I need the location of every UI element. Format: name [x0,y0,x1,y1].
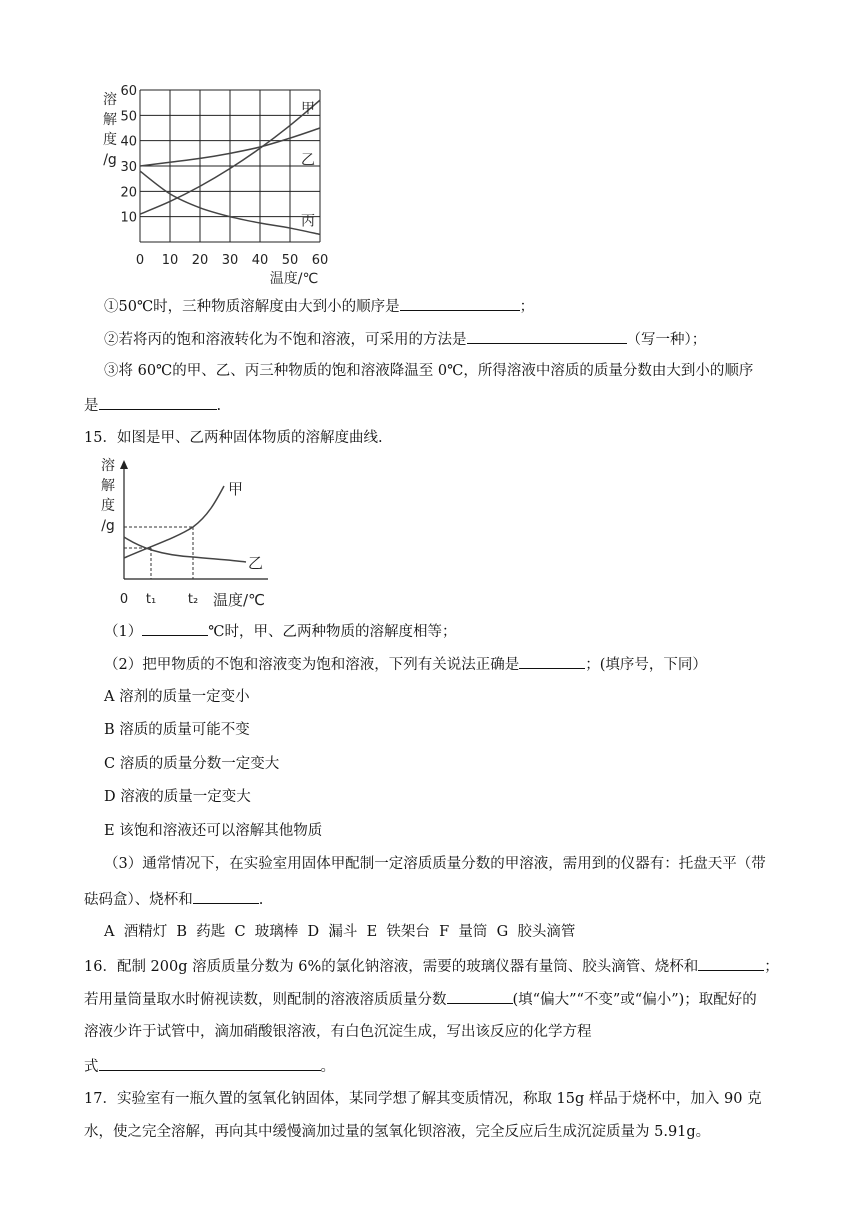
q15-option-a: A 溶剂的质量一定变小 [104,689,250,705]
solubility-chart-1 [96,84,346,289]
solubility-chart-2 [96,456,286,614]
y-tick-label: 50 [120,109,137,125]
y-tick-label: 30 [120,160,137,175]
y-tick-label: 40 [120,134,137,150]
x-axis-label: 温度/℃ [269,271,319,287]
q14-sub3-cont-text: 是 [84,398,99,414]
x-tick-label: t₁ [145,592,157,607]
q15-p2-end: ；(填序号，下同） [585,657,707,673]
x-axis-label: 温度/℃ [213,591,265,609]
q14-sub1-blank[interactable] [400,294,520,311]
x-tick-label: 10 [161,253,179,268]
x-tick-label: 0 [135,253,145,268]
x-tick-label: 60 [311,253,329,268]
q15-p1-text: ℃时，甲、乙两种物质的溶解度相等； [208,624,457,640]
q16-line2-text: 若用量筒量取水时俯视读数，则配制的溶液溶质质量分数 [84,992,447,1008]
x-tick-label: t₂ [187,592,199,607]
x-tick-label: 50 [281,253,299,268]
y-axis-arrow [120,460,128,469]
y-axis-label: 溶 [101,458,115,474]
q15-option-d: D 溶液的质量一定变大 [104,789,251,805]
q15-p2-text: （2）把甲物质的不饱和溶液变为饱和溶液，下列有关说法正确是 [104,657,520,673]
q16-line1-end: ； [764,959,779,975]
q14-sub3-text: 将 60℃的甲、乙、丙三种物质的饱和溶液降温至 0℃，所得溶液中溶质的质量分数由大到小的顺序 [118,363,754,379]
q15-p3-end: . [258,892,264,908]
q16-line4-text: 式 [84,1059,99,1075]
q14-sub1-end: ； [519,299,535,315]
q14-sub2-end: （写一种）； [626,332,707,348]
q15-p1-blank[interactable] [142,619,208,636]
q14-sub2-blank[interactable] [467,327,627,344]
q15-p3-blank[interactable] [193,887,259,904]
y-axis-label: /g [103,152,117,168]
q15-p3-cont [84,887,263,911]
series-label-yi: 乙 [248,554,264,572]
series-label-jia: 甲 [301,100,315,117]
q15-option-e: E 该饱和溶液还可以溶解其他物质 [104,823,323,839]
x-tick-label: 0 [119,592,129,607]
q14-sub3-end: . [216,398,222,414]
q16-line1-text: 16．配制 200g 溶质质量分数为 6%的氯化钠溶液，需要的玻璃仪器有量筒、胶头滴管、烧杯和 [84,959,699,975]
q15-p2-blank[interactable] [519,652,585,669]
q15-p3-cont-text: 砝码盒）、烧杯和 [84,892,193,908]
q16-line3: 溶液少许于试管中，滴加硝酸银溶液，有白色沉淀生成，写出该反应的化学方程 [84,1024,592,1040]
series-label-bing: 丙 [301,213,315,230]
q14-sub3-cont [84,393,221,417]
q14-sub3 [104,360,753,382]
q15-p1-num: （1） [104,624,143,640]
q14-sub1-text: 50℃时，三种物质溶解度由大到小的顺序是 [118,299,400,315]
x-tick-label: 40 [251,253,269,268]
x-tick-label: 20 [191,253,209,268]
x-tick-label: 30 [221,253,239,268]
y-axis-label: 解 [101,478,115,494]
q15-option-b: B 溶质的质量可能不变 [104,722,250,738]
chart2-svg [96,456,286,614]
q17-line1: 17．实验室有一瓶久置的氢氧化钠固体，某同学想了解其变质情况，称取 15g 样品于烧杯中，加入 90 克 [84,1091,762,1107]
chart1-svg [96,84,346,289]
curve-jia [124,486,224,558]
q15-p3: （3）通常情况下，在实验室用固体甲配制一定溶质质量分数的甲溶液，需用到的仪器有：托盘天平（带 [104,856,766,872]
q16-line2-end: (填“偏大”“不变”或“偏小”)；取配好的 [512,992,757,1008]
q15-p2 [104,652,707,676]
q16-line1 [84,954,779,978]
y-axis-label: 解 [103,112,117,128]
q16-blank3[interactable] [99,1054,321,1071]
q14-sub1-num: ① [104,299,119,315]
q16-line4 [84,1054,335,1078]
y-tick-label: 60 [120,84,137,99]
q15-stem: 15．如图是甲、乙两种固体物质的溶解度曲线. [84,430,383,446]
q15-p3-options: A 酒精灯 B 药匙 C 玻璃棒 D 漏斗 E 铁架台 F 量筒 G 胶头滴管 [104,924,576,940]
y-axis-label: /g [101,518,115,534]
y-tick-label: 10 [120,210,137,226]
q14-sub2 [104,327,706,351]
y-axis-label: 度 [101,498,115,514]
q16-blank2[interactable] [447,987,513,1004]
q14-sub3-blank[interactable] [99,393,217,410]
y-axis-label: 溶 [103,92,117,108]
q15-option-c: C 溶质的质量分数一定变大 [104,756,280,772]
q16-blank1[interactable] [698,954,764,971]
q17-line2: 水，使之完全溶解，再向其中缓慢滴加过量的氢氧化钡溶液，完全反应后生成沉淀质量为 5.91g。 [84,1124,711,1140]
y-tick-label: 20 [120,185,137,201]
y-axis-label: 度 [103,132,117,148]
q16-line4-end: 。 [320,1059,335,1075]
q14-sub1 [104,294,534,318]
q15-p1 [104,619,456,643]
q14-sub2-text: 若将丙的饱和溶液转化为不饱和溶液，可采用的方法是 [118,332,467,348]
series-label-yi: 乙 [301,152,315,169]
series-label-jia: 甲 [228,480,244,498]
q14-sub3-num: ③ [104,363,119,379]
q14-sub2-num: ② [104,332,119,348]
q16-line2 [84,987,757,1011]
